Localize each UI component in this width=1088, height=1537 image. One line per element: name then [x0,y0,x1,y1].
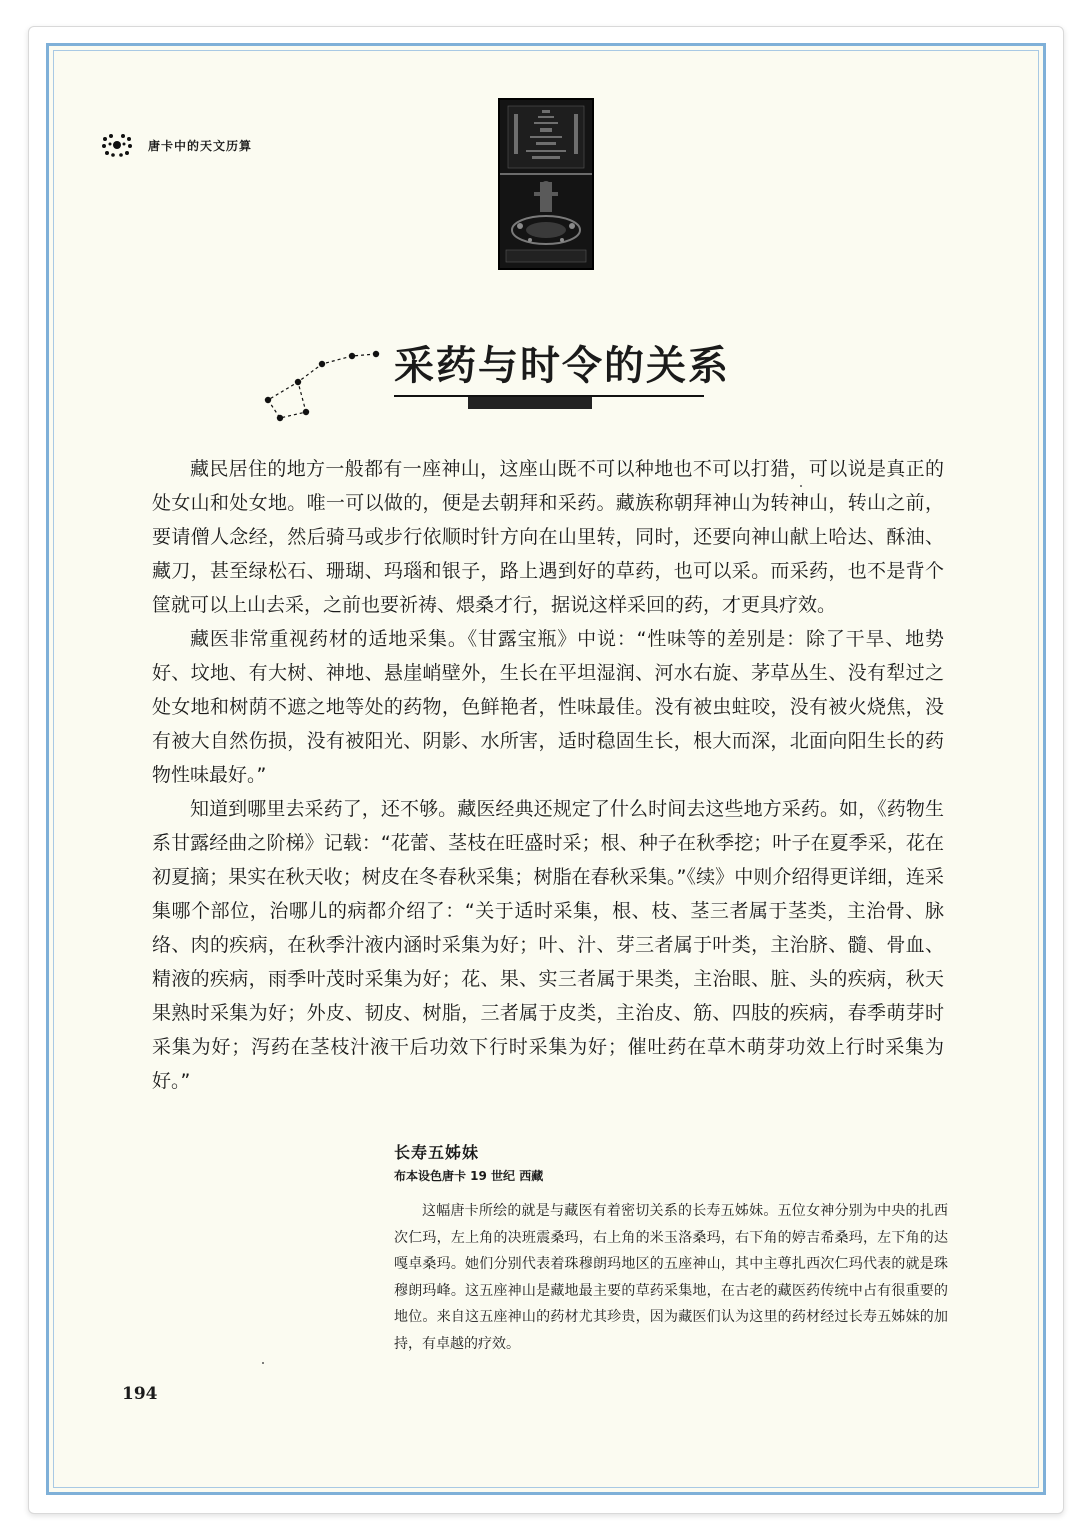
article-paragraph: 藏医非常重视药材的适地采集。《甘露宝瓶》中说：“性味等的差别是：除了干旱、地势好、坟地、有大树、神地、悬崖峭壁外，生长在平坦湿润、河水右旋、茅草丛生、没有犁过之处女地和树荫不遮之地等处的药物，色鲜艳者，性味最佳。没有被虫蛀咬，没有被火烧焦，没有被大自然伤损，没有被阳光、阴影、水所害，适时稳固生长，根大而深，北面向阳生长的药物性味最好。” [152,628,944,786]
running-head [100,132,252,158]
heading-underline-bar [468,397,592,409]
caption-title: 长寿五姊妹 [394,1143,480,1162]
thangka-thumbnail-image [498,98,594,270]
page-number: 194 [122,1384,158,1404]
caption-body: 这幅唐卡所绘的就是与藏医有着密切关系的长寿五姊妹。五位女神分别为中央的扎西次仁玛，左上角的决班震桑玛，右上角的米玉洛桑玛，右下角的婷吉希桑玛，左下角的达嘎卓桑玛。她们分别代表着珠穆朗玛地区的五座神山，其中主尊扎西次仁玛代表的就是珠穆朗玛峰。这五座神山是藏地最主要的草药采集地，在古老的藏医药传统中占有很重要的地位。来自这五座神山的药材尤其珍贵，因为藏医们认为这里的药材经过长寿五姊妹的加持，有卓越的疗效。 [394,1203,948,1352]
section-heading-block [248,328,730,428]
print-speck [262,1362,264,1364]
article-body [152,452,944,1098]
print-speck [800,485,802,487]
article-paragraph: 知道到哪里去采药了，还不够。藏医经典还规定了什么时间去这些地方采药。如，《药物生系甘露经曲之阶梯》记载：“花蕾、茎枝在旺盛时采；根、种子在秋季挖；叶子在夏季采，花在初夏摘；果实在秋天收；树皮在冬春秋采集；树脂在春秋采集。”《续》中则介绍得更详细，连采集哪个部位，治哪儿的病都介绍了：“关于适时采集，根、枝、茎三者属于茎类，主治骨、脉络、肉的疾病，在秋季汁液内涵时采集为好；叶、汁、芽三者属于叶类，主治脐、髓、骨血、精液的疾病，雨季叶茂时采集为好；花、果、实三者属于果类，主治眼、脏、头的疾病，秋天果熟时采集为好；外皮、韧皮、树脂，三者属于皮类，主治皮、筋、四肢的疾病，春季萌芽时采集为好；泻药在茎枝汁液干后功效下行时采集为好；催吐药在草木萌芽功效上行时采集为好。” [152,798,944,1092]
big-dipper-constellation-icon [248,328,388,428]
section-heading: 采药与时令的关系 [394,342,730,389]
article-paragraph: 藏民居住的地方一般都有一座神山，这座山既不可以种地也不可以打猎，可以说是真正的处女山和处女地。唯一可以做的，便是去朝拜和采药。藏族称朝拜神山为转神山，转山之前，要请僧人念经，然后骑马或步行依顺时针方向在山里转，同时，还要向神山献上哈达、酥油、藏刀，甚至绿松石、珊瑚、玛瑙和银子，路上遇到好的草药，也可以采。而采药，也不是背个筐就可以上山去采，之前也要祈祷、煨桑才行，据说这样采回的药，才更具疗效。 [152,458,944,616]
thangka-illustration [500,100,592,268]
running-title: 唐卡中的天文历算 [148,138,253,153]
caption-subtitle: 布本设色唐卡 19 世纪 西藏 [394,1169,544,1183]
dotted-star-emblem-icon [100,132,134,158]
image-caption [394,1140,948,1357]
